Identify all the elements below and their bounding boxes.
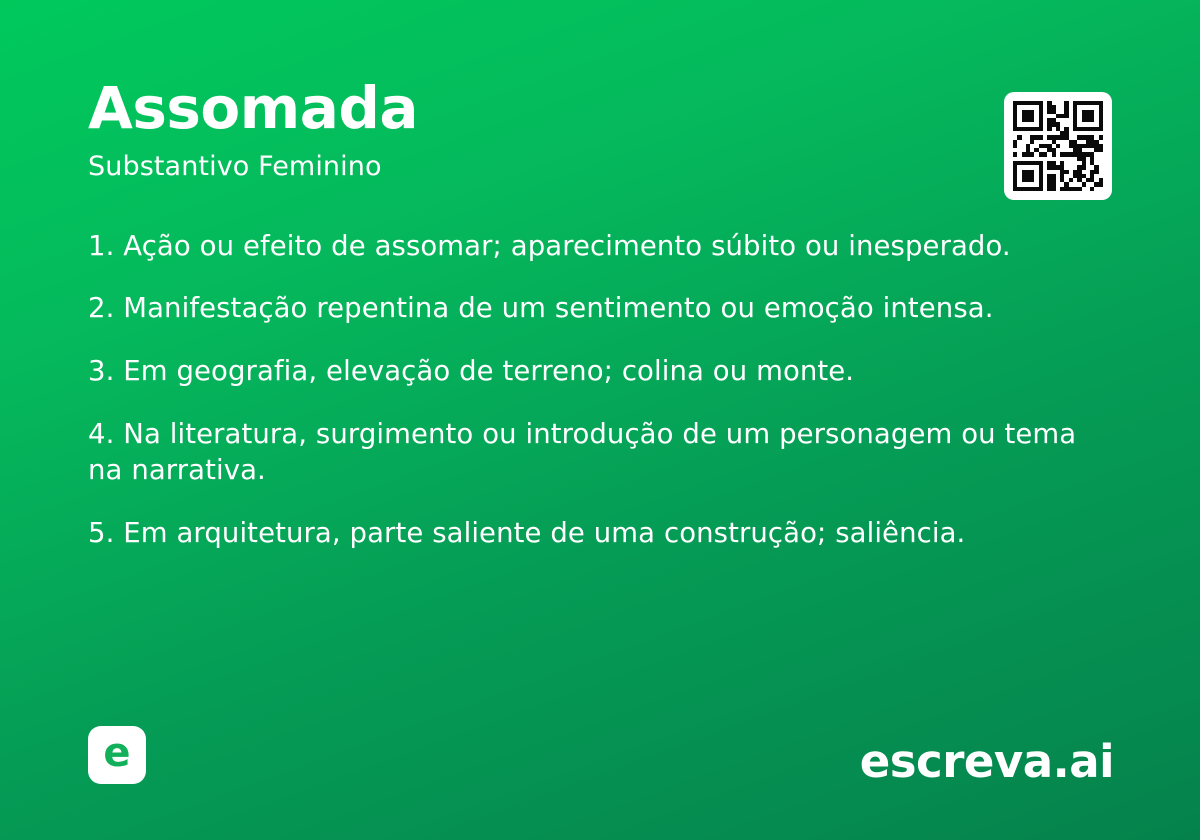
card-content — [88, 74, 1112, 551]
list-item: 1. Ação ou efeito de assomar; aparecimento súbito ou inesperado. — [88, 229, 1011, 262]
logo-letter: e — [103, 730, 131, 776]
qr-code-matrix — [1013, 101, 1103, 191]
grammatical-class-label: Substantivo Feminino — [88, 150, 382, 182]
brand-wordmark: escreva.ai — [859, 735, 1114, 788]
list-item: 4. Na literatura, surgimento ou introdução de um personagem ou tema na narrativa. — [88, 417, 1077, 487]
qr-code-icon[interactable] — [1004, 92, 1112, 200]
definition-list — [88, 228, 1112, 551]
logo-badge — [88, 726, 146, 784]
page-title: Assomada — [88, 74, 419, 142]
list-item: 3. Em geografia, elevação de terreno; colina ou monte. — [88, 355, 855, 388]
list-item: 2. Manifestação repentina de um sentimento ou emoção intensa. — [88, 292, 994, 325]
list-item: 5. Em arquitetura, parte saliente de uma construção; saliência. — [88, 516, 966, 549]
